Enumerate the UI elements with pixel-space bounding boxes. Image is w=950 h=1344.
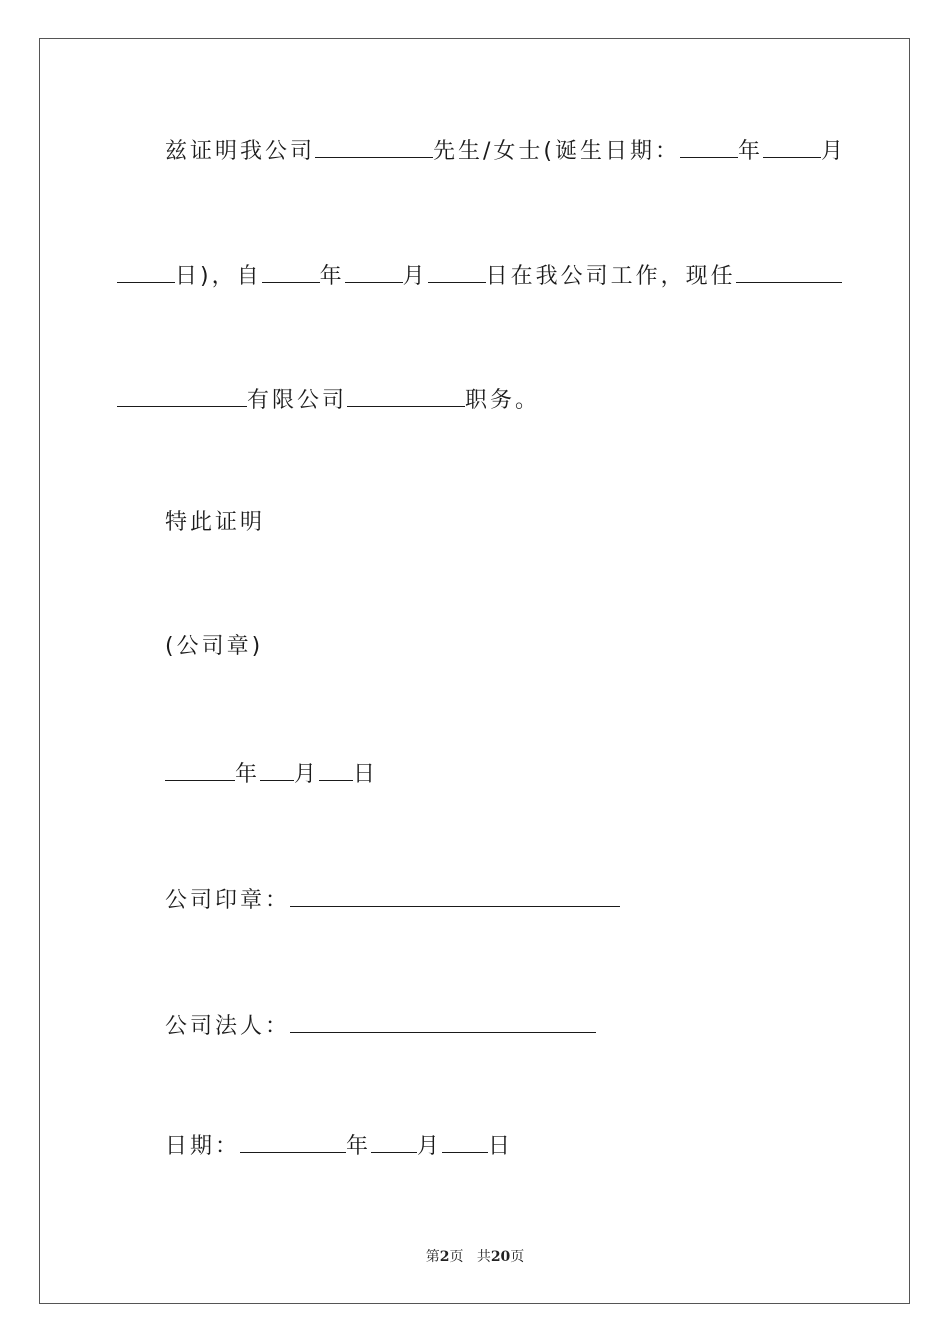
legal-rep-field [165, 1010, 596, 1042]
certificate-line-3 [117, 384, 540, 416]
date-label: 日期： [165, 1134, 241, 1159]
text-segment: 职务。 [465, 388, 541, 413]
certificate-line-2 [117, 260, 842, 292]
total-prefix: 共 [476, 1249, 491, 1265]
date-field [165, 1130, 513, 1162]
company-name-blank[interactable] [117, 384, 247, 407]
certificate-line-1 [165, 135, 846, 167]
month-label: 月 [294, 762, 320, 787]
date-line [165, 758, 378, 790]
special-proof-text: 特此证明 [165, 510, 266, 535]
date-year-blank[interactable] [240, 1130, 346, 1153]
text-segment: 月 [821, 139, 847, 164]
total-suffix: 页 [510, 1249, 525, 1265]
birth-month-blank[interactable] [763, 135, 821, 158]
text-segment: 月 [402, 264, 428, 289]
company-seal-text: (公司章) [165, 634, 264, 659]
start-month-blank[interactable] [345, 260, 403, 283]
birth-day-blank[interactable] [117, 260, 175, 283]
year-blank[interactable] [165, 758, 235, 781]
seal-field [165, 884, 620, 916]
legal-rep-label: 公司法人： [165, 1014, 291, 1039]
year-label: 年 [235, 762, 261, 787]
date-day-blank[interactable] [442, 1130, 488, 1153]
page-prefix: 第 [425, 1249, 440, 1265]
text-segment: 年 [738, 139, 764, 164]
date-month-label: 月 [417, 1134, 443, 1159]
page-footer [0, 1246, 950, 1266]
start-year-blank[interactable] [262, 260, 320, 283]
text-segment: 有限公司 [247, 388, 348, 413]
page-suffix: 页 [449, 1249, 464, 1265]
page-frame [39, 38, 910, 1304]
name-blank[interactable] [315, 135, 433, 158]
text-segment: 日在我公司工作，现任 [485, 264, 736, 289]
month-blank[interactable] [260, 758, 294, 781]
text-segment: 先生/女士(诞生日期： [433, 139, 681, 164]
start-day-blank[interactable] [428, 260, 486, 283]
date-month-blank[interactable] [371, 1130, 417, 1153]
date-year-label: 年 [346, 1134, 372, 1159]
text-segment: 兹证明我公司 [165, 139, 316, 164]
day-label: 日 [353, 762, 379, 787]
date-day-label: 日 [488, 1134, 514, 1159]
text-segment: 日)，自 [175, 264, 262, 289]
seal-blank[interactable] [290, 884, 620, 907]
text-segment: 年 [319, 264, 345, 289]
birth-year-blank[interactable] [680, 135, 738, 158]
legal-rep-blank[interactable] [290, 1010, 596, 1033]
seal-label: 公司印章： [165, 888, 291, 913]
position-blank[interactable] [736, 260, 842, 283]
total-pages: 20 [490, 1249, 511, 1265]
page-number: 2 [439, 1249, 450, 1265]
job-title-blank[interactable] [347, 384, 465, 407]
day-blank[interactable] [319, 758, 353, 781]
